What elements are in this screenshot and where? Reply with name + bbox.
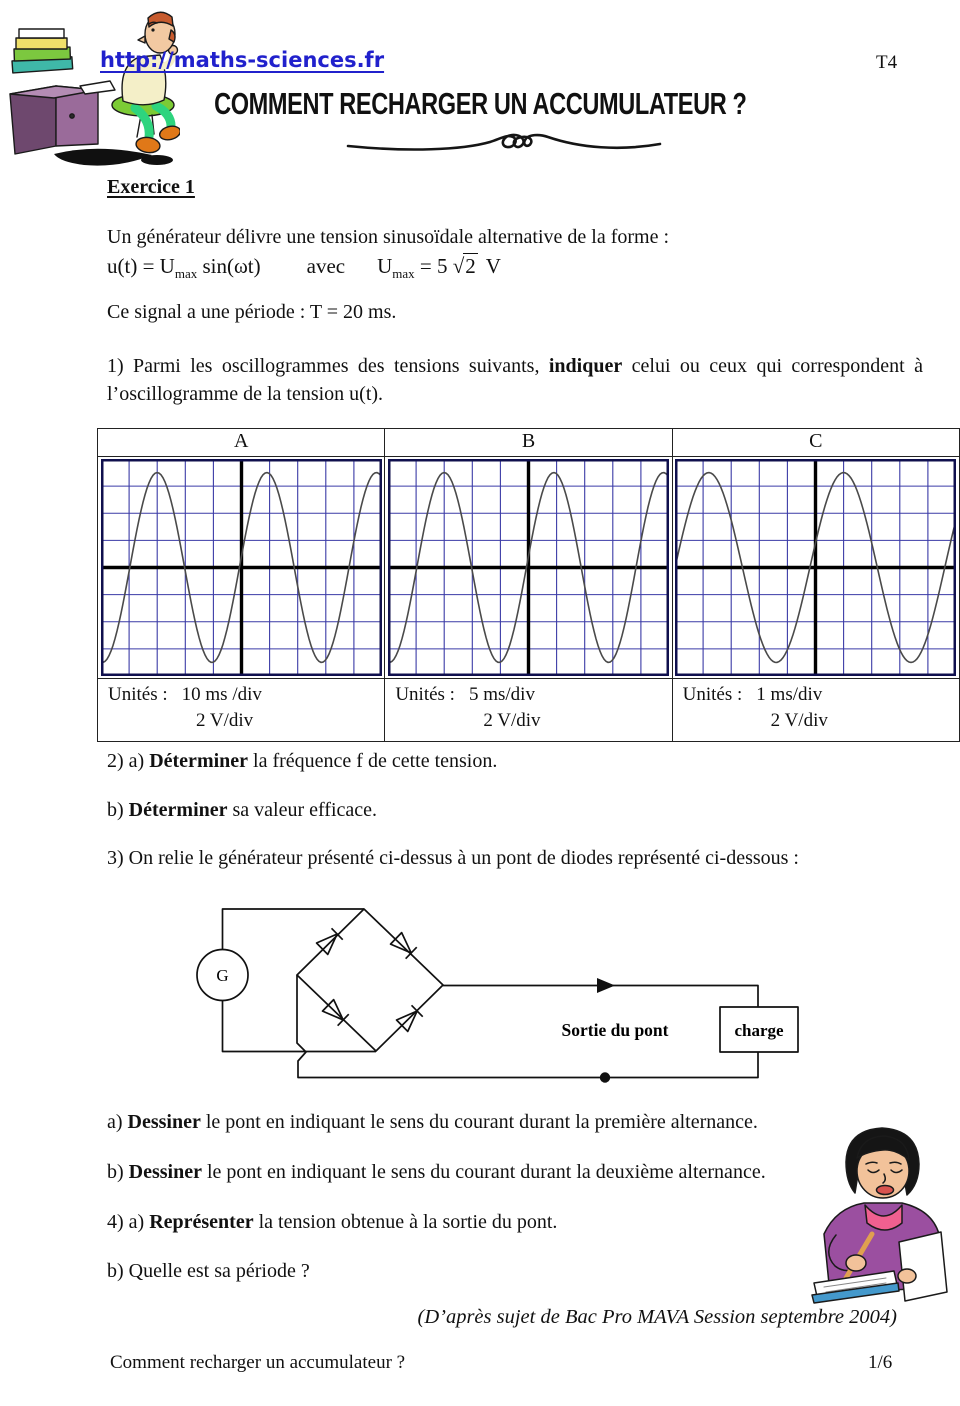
site-link[interactable]: http://maths-sciences.fr bbox=[100, 48, 385, 72]
period-note: Ce signal a une période : T = 20 ms. bbox=[107, 301, 397, 323]
title-flourish-icon bbox=[344, 128, 664, 154]
question-1: 1) Parmi les oscillogrammes des tensions suivants, indiquer celui ou ceux qui correspondent à l’oscillogramme de la tension u(t). bbox=[107, 355, 923, 405]
footer-title: Comment recharger un accumulateur ? bbox=[110, 1352, 406, 1373]
question-b: b) Dessiner le pont en indiquant le sens du courant durant la deuxième alternance. bbox=[107, 1161, 766, 1183]
question-a: a) Dessiner le pont en indiquant le sens du courant durant la première alternance. bbox=[107, 1111, 758, 1133]
exercise-heading: Exercice 1 bbox=[107, 176, 195, 198]
question-4b: b) Quelle est sa période ? bbox=[107, 1260, 310, 1282]
doc-code: T4 bbox=[876, 52, 898, 73]
page-title: COMMENT RECHARGER UN ACCUMULATEUR ? bbox=[213, 86, 747, 121]
diode-bridge-diagram bbox=[180, 885, 825, 1100]
generator-label: G bbox=[216, 966, 229, 985]
oscillogram-b-label: B bbox=[385, 429, 672, 456]
units-cell-c: Unités : 1 ms/div 2 V/div bbox=[682, 684, 828, 731]
oscillogram-table bbox=[97, 428, 960, 742]
diode-icon bbox=[317, 928, 343, 954]
units-row bbox=[98, 678, 959, 741]
circuit-wire-return bbox=[297, 975, 758, 1078]
question-2b: b) Déterminer sa valeur efficace. bbox=[107, 799, 378, 821]
load-label: charge bbox=[734, 1021, 784, 1040]
current-arrow-icon bbox=[597, 978, 615, 993]
bridge-output-label: Sortie du pont bbox=[561, 1020, 669, 1040]
oscillogram-a-label: A bbox=[98, 429, 385, 456]
oscillogram-header-row bbox=[98, 429, 959, 457]
oscilloscope-screen-c bbox=[675, 459, 956, 676]
units-cell-b: Unités : 5 ms/div 2 V/div bbox=[385, 679, 672, 741]
formula-line: $u(t) = U_{max}$ sin(ωt) avec $U_{max} = 5$ √2 V bbox=[107, 254, 501, 282]
oscillogram-c-label: C bbox=[809, 430, 823, 452]
circuit-wire-bottom bbox=[223, 1001, 377, 1052]
units-cell-a: Unités : 10 ms /div 2 V/div bbox=[98, 679, 385, 741]
question-2a: 2) a) Déterminer la fréquence f de cette tension. bbox=[107, 750, 498, 772]
oscillogram-screens-row bbox=[98, 457, 959, 678]
writing-student-illustration bbox=[806, 1122, 958, 1308]
intro-text: Un générateur délivre une tension sinusoïdale alternative de la forme : bbox=[107, 226, 670, 248]
oscilloscope-screen-b bbox=[388, 459, 669, 676]
junction-dot bbox=[600, 1072, 610, 1082]
page-number: 1/6 bbox=[868, 1352, 893, 1373]
question-3: 3) On relie le générateur présenté ci-dessus à un pont de diodes représenté ci-dessous : bbox=[107, 847, 799, 869]
bridge-diamond bbox=[297, 909, 443, 1051]
source-note: (D’après sujet de Bac Pro MAVA Session septembre 2004) bbox=[417, 1306, 897, 1328]
question-4a: 4) a) Représenter la tension obtenue à la sortie du pont. bbox=[107, 1211, 558, 1233]
oscilloscope-screen-a bbox=[101, 459, 382, 676]
